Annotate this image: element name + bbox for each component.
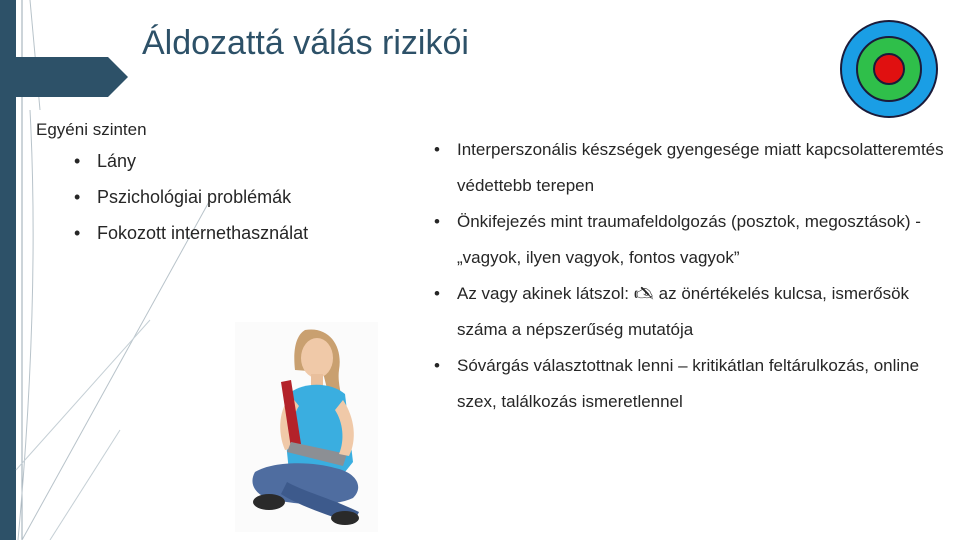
right-bullet-list	[434, 132, 954, 420]
girl-with-laptop-photo	[235, 322, 378, 532]
list-item: • Önkifejezés mint traumafeldolgozás (posztok, megosztások) - „vagyok, ilyen vagyok, fontos vagyok”	[434, 204, 954, 276]
list-item: • Fokozott internethasználat	[74, 223, 308, 243]
left-heading: Egyéni szinten	[36, 120, 147, 139]
slide-title: Áldozattá válás rizikói	[142, 24, 469, 62]
list-item: • Interperszonális készségek gyengesége miatt kapcsolatteremtés védettebb terepen	[434, 132, 954, 204]
list-item: • Lány	[74, 151, 308, 171]
title-tab-shape	[0, 57, 128, 97]
list-item: • Pszichológiai problémák	[74, 187, 308, 207]
list-item: • Az vagy akinek látszol: 🖎 az önértékelés kulcsa, ismerősök száma a népszerűség mutatója	[434, 276, 954, 348]
list-item: • Sóvárgás választottnak lenni – kritikátlan feltárulkozás, online szex, találkozás ismeretlennel	[434, 348, 954, 420]
bullseye-icon	[836, 16, 942, 122]
left-bullet-list	[74, 151, 308, 259]
